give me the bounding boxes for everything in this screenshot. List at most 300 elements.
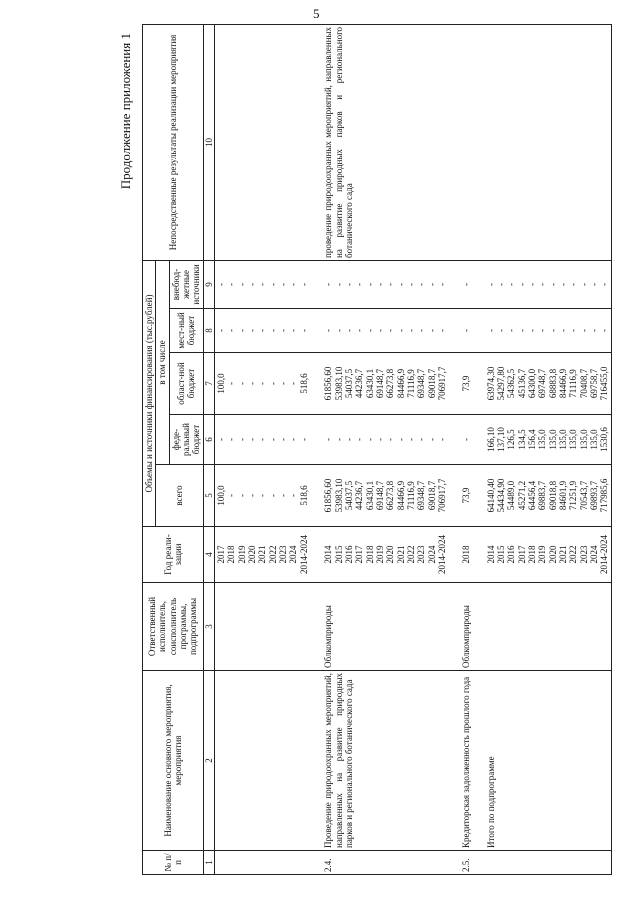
spacer-cell	[473, 309, 485, 353]
offbudget-cell-value: -	[288, 282, 299, 286]
federal-cell-value: 135,0	[589, 429, 600, 450]
row-spacer	[448, 24, 460, 874]
federal-cell-value: 135,0	[568, 429, 579, 450]
local-cell-value: -	[298, 329, 309, 332]
year-cell-value: 2018	[527, 545, 537, 564]
total-cell-value: 518,6	[298, 485, 309, 506]
offbudget-cell-value: -	[216, 282, 227, 286]
local-cell-value: -	[385, 329, 396, 332]
header-year: Год реали-зации	[143, 527, 204, 583]
spacer-cell	[473, 465, 485, 527]
regional-cell-value: 69018,7	[426, 368, 437, 399]
total-cell-value: 706917,7	[436, 478, 447, 513]
federal-cell-value: -	[354, 438, 365, 441]
column-number: 6	[203, 415, 214, 465]
regional-cell	[215, 353, 311, 415]
executor: Облкомприроды	[460, 583, 472, 671]
federal-cell-value: -	[461, 438, 472, 441]
column-number: 7	[203, 353, 214, 415]
offbudget-cell-value: -	[589, 282, 600, 286]
regional-cell-value: 53983,10	[333, 366, 344, 401]
column-number: 8	[203, 309, 214, 353]
offbudget-cell-value: -	[298, 282, 309, 286]
year-cell-value: 2022	[405, 545, 416, 564]
year-cell-value: 2023	[278, 545, 289, 564]
spacer-cell	[473, 583, 485, 671]
executor	[485, 583, 612, 671]
offbudget-cell-value: -	[385, 282, 396, 286]
federal-cell-value: -	[385, 438, 396, 441]
federal-cell-value: -	[426, 438, 437, 441]
offbudget-cell-value: -	[537, 282, 548, 286]
spacer-cell	[473, 415, 485, 465]
regional-cell-value: 63430,1	[364, 368, 375, 399]
federal-cell	[460, 415, 472, 465]
local-cell-value: -	[558, 329, 569, 332]
column-number: 5	[203, 465, 214, 527]
total-cell-value: 69348,7	[416, 480, 427, 511]
total-cell-value: 63430,1	[364, 480, 375, 511]
total-cell-value: 61856,60	[323, 478, 334, 513]
regional-cell-value: 54297,80	[495, 366, 506, 401]
total-cell-value: 70543,7	[578, 480, 589, 511]
offbudget-cell	[460, 260, 472, 308]
row-spacer	[473, 24, 485, 874]
year-cell	[322, 527, 448, 583]
year-cell-value: 2020	[385, 545, 396, 564]
year-cell-value: 2019	[374, 545, 385, 564]
spacer-cell	[473, 353, 485, 415]
regional-cell-value: 100,0	[216, 373, 227, 394]
offbudget-cell-value: -	[405, 282, 416, 286]
local-cell-value: -	[288, 329, 299, 332]
regional-cell-value: 69148,7	[374, 368, 385, 399]
header-regional: област-ной бюджет	[169, 353, 203, 415]
local-cell-value: -	[527, 329, 537, 332]
local-cell-value: -	[578, 329, 589, 332]
row-spacer	[310, 24, 322, 874]
regional-cell-value: 64300,0	[527, 368, 537, 399]
executor: Облкомприроды	[322, 583, 448, 671]
spacer-cell	[448, 415, 460, 465]
regional-cell-value: 70408,7	[578, 368, 589, 399]
header-number: № п/п	[143, 851, 204, 875]
regional-cell-value: 54037,5	[343, 368, 354, 399]
year-cell	[215, 527, 311, 583]
regional-cell-value: -	[236, 382, 247, 385]
regional-cell-value: 84466,9	[558, 368, 569, 399]
regional-cell-value: 518,6	[298, 373, 309, 394]
year-cell-value: 2021	[395, 545, 406, 564]
offbudget-cell-value: -	[578, 282, 589, 286]
spacer-cell	[310, 309, 322, 353]
year-cell-value: 2024	[589, 545, 600, 564]
spacer-cell	[310, 260, 322, 308]
federal-cell-value: -	[216, 438, 227, 441]
year-cell-value: 2023	[578, 545, 589, 564]
federal-cell-value: -	[436, 438, 447, 441]
local-cell-value: -	[436, 329, 447, 332]
spacer-cell	[310, 24, 322, 260]
federal-cell-value: 156,4	[527, 429, 537, 450]
regional-cell-value: 45136,7	[516, 368, 527, 399]
year-cell-value: 2016	[506, 545, 517, 564]
header-results: Непосредственные результаты реализации мероприятия	[143, 24, 204, 260]
total-cell-value: -	[236, 494, 247, 497]
spacer-cell	[448, 24, 460, 260]
total-cell-value: -	[267, 494, 278, 497]
spacer-cell	[448, 309, 460, 353]
continuation-title: Продолжение приложения 1	[118, 33, 133, 190]
federal-cell-value: -	[395, 438, 406, 441]
federal-cell-value: -	[267, 438, 278, 441]
row-number	[215, 851, 311, 875]
offbudget-cell-value: -	[506, 282, 517, 286]
federal-cell-value: -	[405, 438, 416, 441]
offbudget-cell-value: -	[495, 282, 506, 286]
page-number: 5	[313, 6, 320, 21]
total-cell-value: 54489,0	[506, 480, 517, 511]
regional-cell-value: 54362,5	[506, 368, 517, 399]
offbudget-cell-value: -	[354, 282, 365, 286]
local-cell-value: -	[506, 329, 517, 332]
federal-cell-value: -	[374, 438, 385, 441]
header-total: всего	[156, 465, 203, 527]
regional-cell-value: 706917,7	[436, 366, 447, 401]
local-cell-value: -	[416, 329, 427, 332]
local-cell-value: -	[485, 329, 496, 332]
offbudget-cell-value: -	[436, 282, 447, 286]
local-cell-value: -	[216, 329, 227, 332]
federal-cell	[215, 415, 311, 465]
spacer-cell	[448, 527, 460, 583]
local-cell-value: -	[323, 329, 334, 332]
total-cell	[215, 465, 311, 527]
local-cell-value: -	[547, 329, 558, 332]
spacer-cell	[448, 260, 460, 308]
federal-cell-value: 126,5	[506, 429, 517, 450]
result-text	[485, 24, 612, 260]
header-activity-name: Наименование основного мероприятия, мероприятия	[143, 671, 204, 851]
offbudget-cell-value: -	[267, 282, 278, 286]
offbudget-cell-value: -	[558, 282, 569, 286]
federal-cell-value: -	[236, 438, 247, 441]
federal-cell-value: -	[226, 438, 237, 441]
federal-cell-value: 135,0	[558, 429, 569, 450]
spacer-cell	[310, 851, 322, 875]
regional-cell-value: -	[267, 382, 278, 385]
regional-cell-value: 73,9	[461, 375, 472, 392]
column-number: 3	[203, 583, 214, 671]
regional-cell-value: -	[278, 382, 289, 385]
local-cell-value: -	[343, 329, 354, 332]
regional-cell-value: -	[257, 382, 268, 385]
federal-cell-value: -	[257, 438, 268, 441]
regional-cell-value: 69758,7	[589, 368, 600, 399]
total-cell-value: 717985,6	[599, 478, 610, 513]
activity-name	[215, 671, 311, 851]
regional-cell-value: -	[226, 382, 237, 385]
offbudget-cell-value: -	[323, 282, 334, 286]
federal-cell-value: -	[288, 438, 299, 441]
column-number: 10	[203, 24, 214, 260]
offbudget-cell-value: -	[236, 282, 247, 286]
regional-cell-value: 68883,8	[547, 368, 558, 399]
local-cell-value: -	[267, 329, 278, 332]
spacer-cell	[448, 851, 460, 875]
total-cell-value: 69018,8	[547, 480, 558, 511]
local-cell-value: -	[568, 329, 579, 332]
federal-cell-value: 135,0	[578, 429, 589, 450]
year-cell-value: 2024	[426, 545, 437, 564]
offbudget-cell-value: -	[364, 282, 375, 286]
offbudget-cell-value: -	[395, 282, 406, 286]
total-cell-value: -	[278, 494, 289, 497]
local-cell-value: -	[236, 329, 247, 332]
header-funding: Объемы и источники финансирования (тыс.рублей)	[143, 260, 156, 526]
total-cell-value: 84601,9	[558, 480, 569, 511]
spacer-cell	[310, 415, 322, 465]
federal-cell-value: -	[247, 438, 258, 441]
total-cell-value: 66273,8	[385, 480, 396, 511]
federal-cell-value: 137,10	[495, 427, 506, 452]
year-cell-value: 2014-2024	[436, 535, 447, 574]
result-text	[460, 24, 472, 260]
federal-cell-value: -	[298, 438, 309, 441]
total-cell	[485, 465, 612, 527]
federal-cell-value: 134,5	[516, 429, 527, 450]
federal-cell-value: 1530,6	[599, 427, 610, 452]
regional-cell-value: 71116,9	[405, 369, 416, 398]
year-cell-value: 2022	[267, 545, 278, 564]
table-row	[215, 24, 311, 874]
spacer-cell	[473, 260, 485, 308]
activity-name: Проведение природоохранных мероприятий, направленных на развитие природных парков и регионального ботанического сада	[322, 671, 448, 851]
year-cell-value: 2021	[558, 545, 569, 564]
total-cell-value: 64456,4	[527, 480, 537, 511]
year-cell-value: 2014	[485, 545, 496, 564]
offbudget-cell-value: -	[527, 282, 537, 286]
local-cell-value: -	[516, 329, 527, 332]
spacer-cell	[448, 465, 460, 527]
offbudget-cell-value: -	[343, 282, 354, 286]
local-cell-value: -	[461, 329, 472, 332]
year-cell-value: 2020	[247, 545, 258, 564]
local-cell-value: -	[278, 329, 289, 332]
regional-cell-value: 69348,7	[416, 368, 427, 399]
federal-cell	[322, 415, 448, 465]
activity-name: Итого по подпрограмме	[485, 671, 612, 851]
regional-cell-value: 71116,9	[568, 369, 579, 398]
local-cell	[215, 309, 311, 353]
column-number: 1	[203, 851, 214, 875]
spacer-cell	[310, 527, 322, 583]
year-cell-value: 2018	[226, 545, 237, 564]
year-cell-value: 2017	[516, 545, 527, 564]
total-cell-value: 71116,9	[405, 481, 416, 510]
year-cell-value: 2019	[236, 545, 247, 564]
total-cell-value: 84466,9	[395, 480, 406, 511]
local-cell-value: -	[226, 329, 237, 332]
spacer-cell	[473, 851, 485, 875]
program-table	[142, 24, 612, 875]
table-row	[460, 24, 472, 874]
regional-cell	[485, 353, 612, 415]
local-cell-value: -	[354, 329, 365, 332]
federal-cell-value: -	[364, 438, 375, 441]
federal-cell	[485, 415, 612, 465]
column-number: 9	[203, 260, 214, 308]
offbudget-cell-value: -	[416, 282, 427, 286]
total-cell	[460, 465, 472, 527]
regional-cell-value: 44236,7	[354, 368, 365, 399]
total-cell-value: 44236,7	[354, 480, 365, 511]
spacer-cell	[473, 527, 485, 583]
offbudget-cell-value: -	[374, 282, 385, 286]
total-cell-value: 45271,2	[516, 480, 527, 511]
year-cell-value: 2014-2024	[298, 535, 309, 574]
year-cell-value: 2017	[354, 545, 365, 564]
offbudget-cell-value: -	[599, 282, 610, 286]
offbudget-cell-value: -	[333, 282, 344, 286]
row-number: 2.5.	[460, 851, 472, 875]
year-cell-value: 2014-2024	[599, 535, 610, 574]
regional-cell-value: -	[247, 382, 258, 385]
year-cell-value: 2021	[257, 545, 268, 564]
offbudget-cell	[485, 260, 612, 308]
total-cell-value: -	[226, 494, 237, 497]
total-cell-value: 100,0	[216, 485, 227, 506]
local-cell-value: -	[599, 329, 610, 332]
header-offbudget: внебюд-жетные источники	[169, 260, 203, 308]
spacer-cell	[448, 583, 460, 671]
total-cell-value: 69883,7	[537, 480, 548, 511]
year-cell-value: 2019	[537, 545, 548, 564]
row-number: 2.4.	[322, 851, 448, 875]
rotated-table-area	[120, 25, 630, 875]
federal-cell-value: -	[416, 438, 427, 441]
total-cell-value: 54434,90	[495, 478, 506, 513]
spacer-cell	[448, 353, 460, 415]
year-cell-value: 2016	[343, 545, 354, 564]
year-cell-value: 2020	[547, 545, 558, 564]
regional-cell	[460, 353, 472, 415]
regional-cell-value: 61856,60	[323, 366, 334, 401]
executor	[215, 583, 311, 671]
total-cell-value: 64140,40	[485, 478, 496, 513]
regional-cell-value: 63974,30	[485, 366, 496, 401]
local-cell-value: -	[395, 329, 406, 332]
offbudget-cell-value: -	[516, 282, 527, 286]
total-cell-value: -	[257, 494, 268, 497]
spacer-cell	[310, 465, 322, 527]
year-cell-value: 2018	[461, 545, 472, 564]
offbudget-cell-value: -	[226, 282, 237, 286]
activity-name: Кредиторская задолженность прошлого года	[460, 671, 472, 851]
year-cell	[485, 527, 612, 583]
total-cell-value: 73,9	[461, 487, 472, 504]
local-cell-value: -	[333, 329, 344, 332]
offbudget-cell-value: -	[485, 282, 496, 286]
offbudget-cell	[215, 260, 311, 308]
column-number: 2	[203, 671, 214, 851]
column-number-row	[203, 24, 214, 874]
offbudget-cell-value: -	[247, 282, 258, 286]
local-cell	[485, 309, 612, 353]
offbudget-cell	[322, 260, 448, 308]
table-row	[485, 24, 612, 874]
year-cell-value: 2014	[323, 545, 334, 564]
table-row	[322, 24, 448, 874]
local-cell	[460, 309, 472, 353]
row-number	[485, 851, 612, 875]
total-cell-value: 53983,10	[333, 478, 344, 513]
year-cell-value: 2017	[216, 545, 227, 564]
year-cell	[460, 527, 472, 583]
year-cell-value: 2015	[333, 545, 344, 564]
total-cell-value: 69018,7	[426, 480, 437, 511]
federal-cell-value: 166,10	[485, 427, 496, 452]
local-cell-value: -	[364, 329, 375, 332]
result-text: проведение природоохранных мероприятий, направленных на развитие природных парков и регионального ботанического сада	[322, 24, 448, 260]
total-cell-value: 54037,5	[343, 480, 354, 511]
regional-cell	[322, 353, 448, 415]
regional-cell-value: 66273,8	[385, 368, 396, 399]
offbudget-cell-value: -	[568, 282, 579, 286]
year-cell-value: 2023	[416, 545, 427, 564]
header-executor: Ответственный исполнитель, соисполнитель программы, подпрограммы	[143, 583, 204, 671]
column-number: 4	[203, 527, 214, 583]
total-cell-value: -	[288, 494, 299, 497]
header-local: мест-ный бюджет	[169, 309, 203, 353]
year-cell-value: 2018	[364, 545, 375, 564]
spacer-cell	[473, 671, 485, 851]
total-cell-value: -	[247, 494, 258, 497]
federal-cell-value: 135,0	[547, 429, 558, 450]
regional-cell-value: -	[288, 382, 299, 385]
offbudget-cell-value: -	[426, 282, 437, 286]
regional-cell-value: 69748,7	[537, 368, 548, 399]
total-cell-value: 71251,9	[568, 480, 579, 511]
local-cell-value: -	[426, 329, 437, 332]
spacer-cell	[310, 583, 322, 671]
federal-cell-value: 135,0	[537, 429, 548, 450]
offbudget-cell-value: -	[461, 282, 472, 286]
local-cell-value: -	[257, 329, 268, 332]
local-cell	[322, 309, 448, 353]
total-cell	[322, 465, 448, 527]
offbudget-cell-value: -	[278, 282, 289, 286]
total-cell-value: 69893,7	[589, 480, 600, 511]
offbudget-cell-value: -	[257, 282, 268, 286]
local-cell-value: -	[374, 329, 385, 332]
federal-cell-value: -	[343, 438, 354, 441]
federal-cell-value: -	[323, 438, 334, 441]
year-cell-value: 2024	[288, 545, 299, 564]
header-including: в том числе	[156, 260, 169, 464]
spacer-cell	[448, 671, 460, 851]
total-cell-value: 69148,7	[374, 480, 385, 511]
spacer-cell	[310, 353, 322, 415]
spacer-cell	[310, 671, 322, 851]
result-text	[215, 24, 311, 260]
local-cell-value: -	[537, 329, 548, 332]
local-cell-value: -	[405, 329, 416, 332]
federal-cell-value: -	[278, 438, 289, 441]
local-cell-value: -	[247, 329, 258, 332]
spacer-cell	[473, 24, 485, 260]
year-cell-value: 2022	[568, 545, 579, 564]
